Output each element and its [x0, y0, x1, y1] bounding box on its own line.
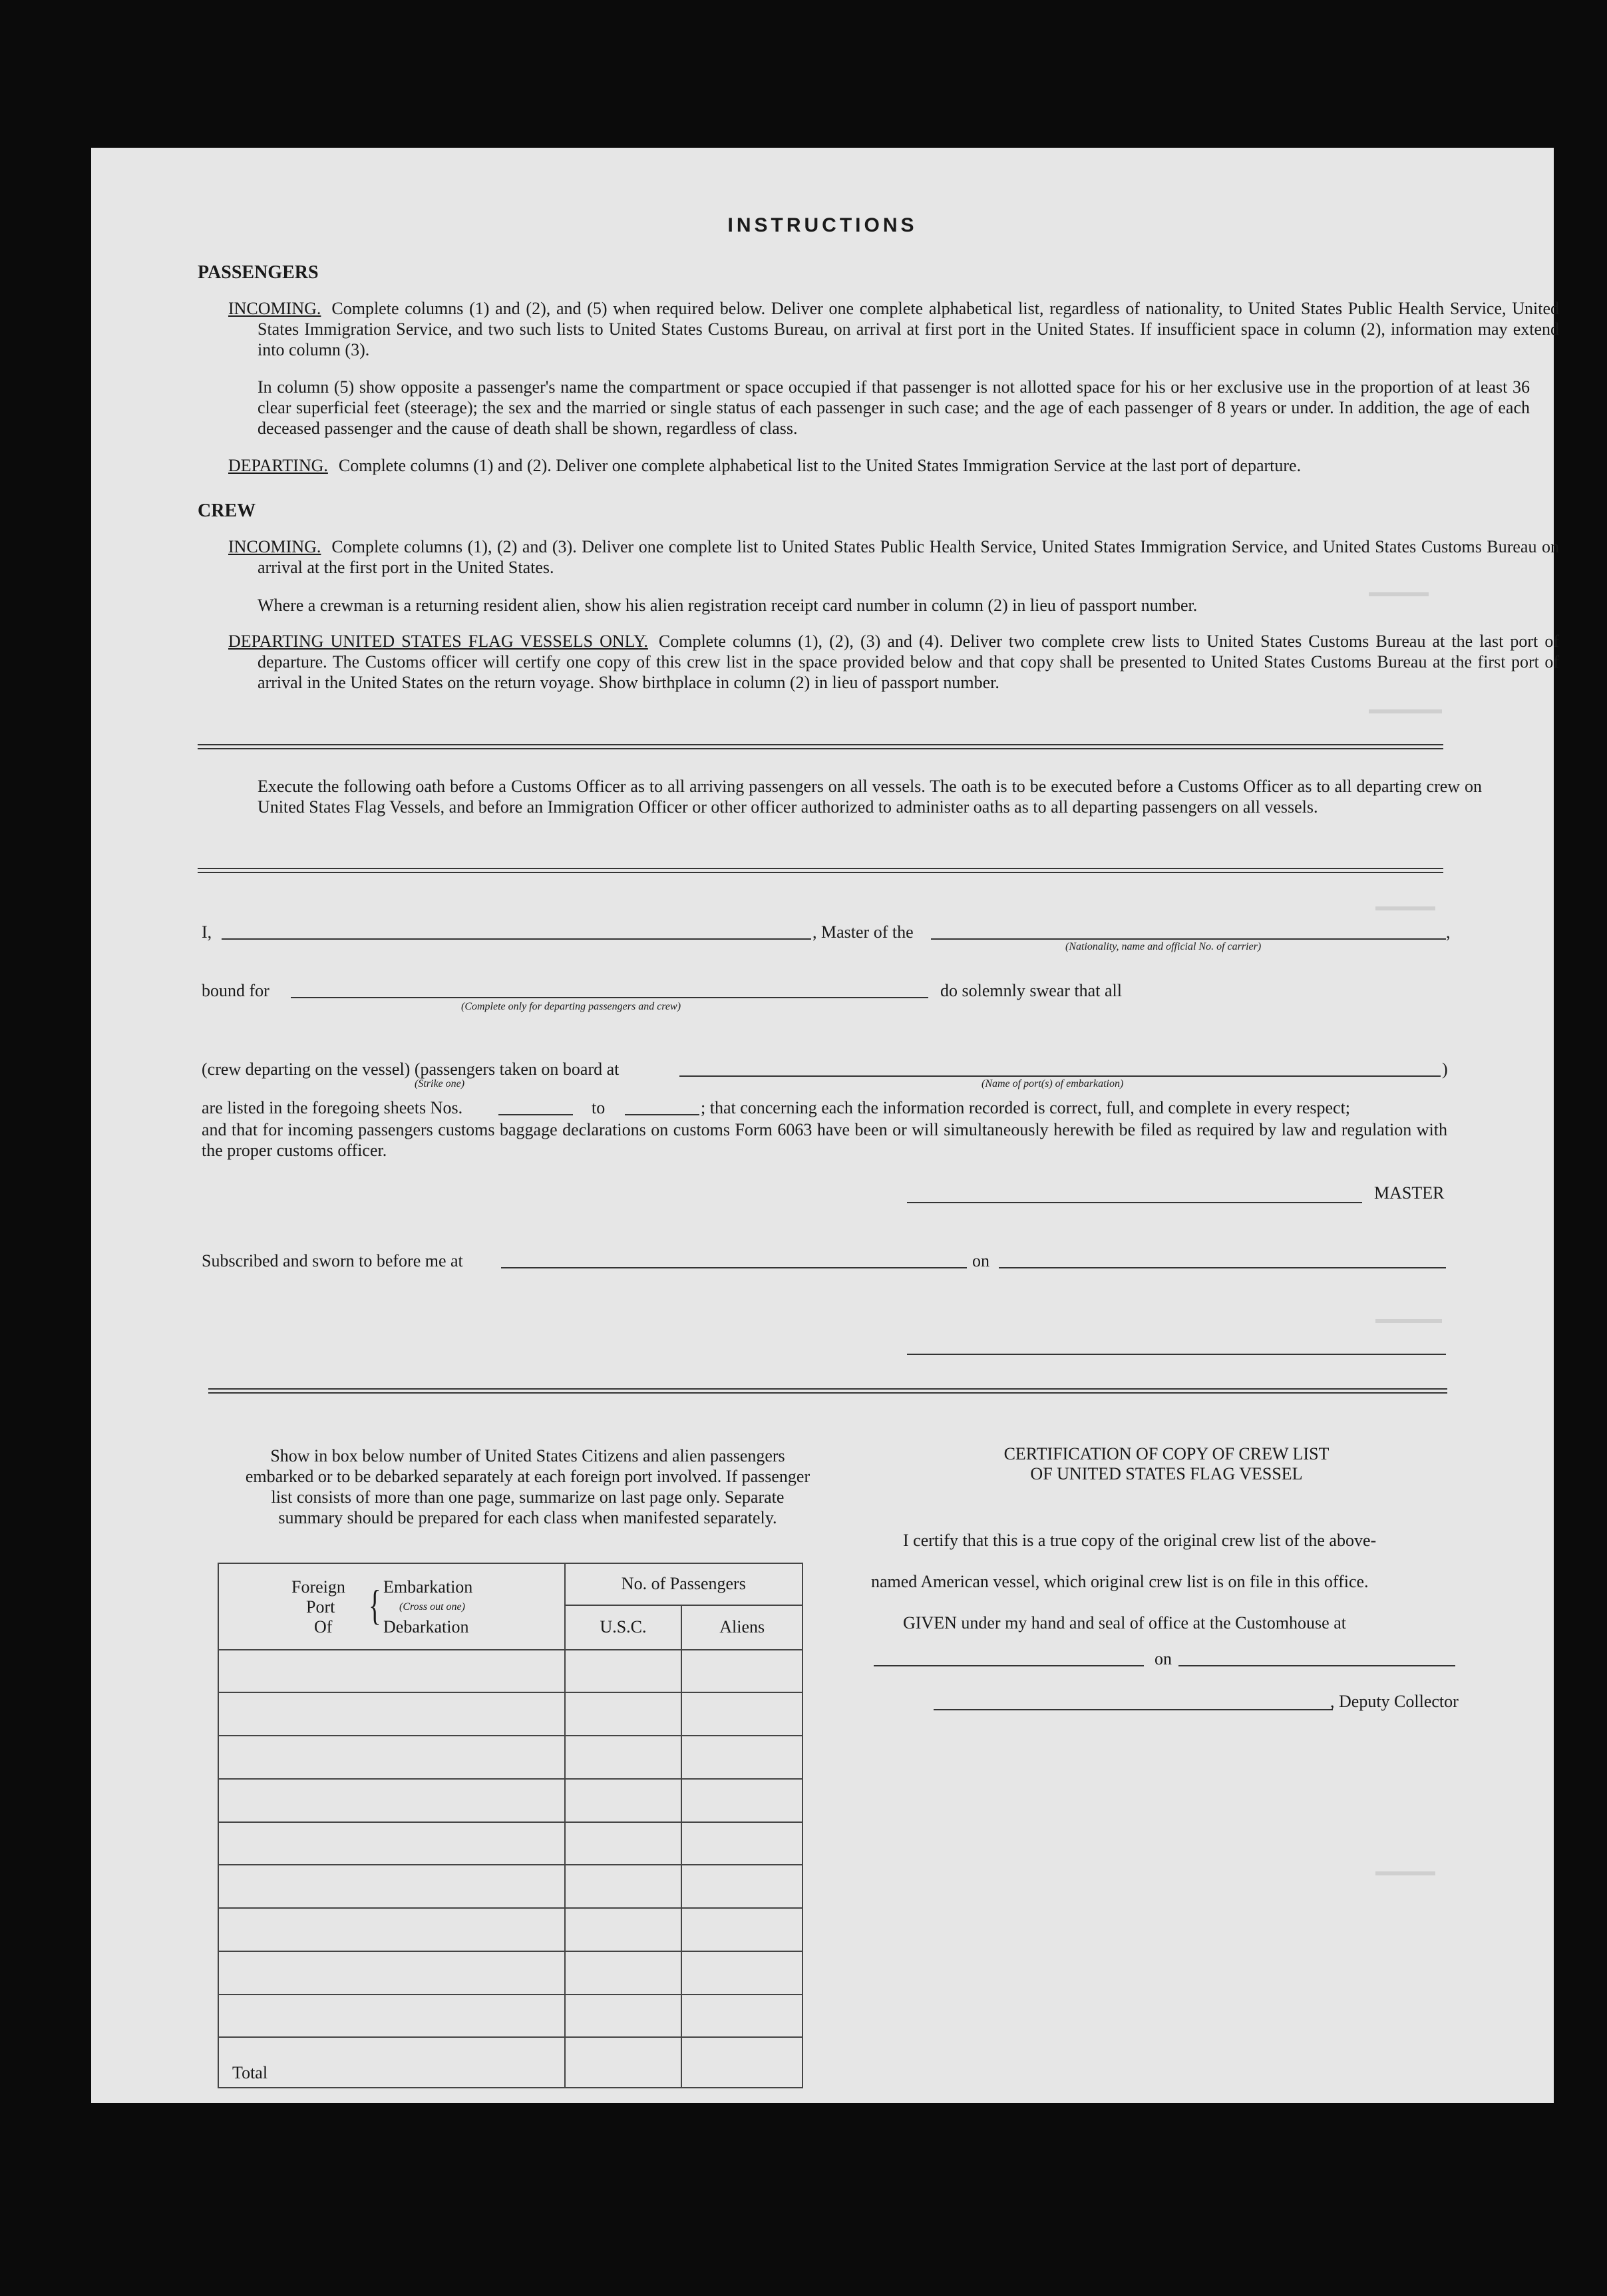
deputy-collector-label: , Deputy Collector [1330, 1692, 1459, 1711]
port-cell[interactable] [218, 1822, 565, 1865]
table-row [218, 1736, 803, 1779]
listed-text-continued: ; that concerning each the information recorded is correct, full, and complete in every respect; [701, 1098, 1351, 1117]
debarkation-label: Debarkation [383, 1617, 469, 1636]
sworn-date-field[interactable] [999, 1267, 1446, 1268]
officer-signature-field[interactable] [907, 1354, 1446, 1355]
usc-cell[interactable] [565, 1692, 682, 1736]
crew-incoming-paragraph [228, 536, 1559, 578]
crew-departing-paragraph [228, 631, 1559, 693]
master-label: MASTER [1374, 1183, 1445, 1203]
crew-incoming-label: INCOMING. [228, 537, 321, 556]
aliens-total-cell[interactable] [681, 2037, 803, 2088]
usc-total-cell[interactable] [565, 2037, 682, 2088]
aliens-cell[interactable] [681, 1995, 803, 2038]
deputy-signature-field[interactable] [934, 1709, 1333, 1710]
total-label: Total [218, 2037, 565, 2088]
embarkation-port-note: (Name of port(s) of embarkation) [982, 1078, 1124, 1089]
bleed-mark [1375, 906, 1435, 910]
crew-departing-text: Complete columns (1), (2), (3) and (4). Deliver two complete crew lists to United States Customs Bureau at the last port of departure. The Customs officer will certify one copy of this crew list in the space provided below and that copy shall be presented to United States Customs Bureau at the first port of arrival in the United States on the return voyage. Show birthplace in column (2) in lieu of passport number. [258, 632, 1559, 692]
port-cell[interactable] [218, 1908, 565, 1951]
passengers-heading: PASSENGERS [198, 262, 319, 283]
table-row [218, 1908, 803, 1951]
aliens-cell[interactable] [681, 1822, 803, 1865]
crew-resident-paragraph: Where a crewman is a returning resident alien, show his alien registration receipt card number in column (2) in lieu of passport number. [258, 596, 1198, 615]
certification-date-field[interactable] [1178, 1665, 1455, 1666]
table-row [218, 1650, 803, 1693]
bound-for-label: bound for [202, 981, 269, 1000]
aliens-cell[interactable] [681, 1692, 803, 1736]
certification-line-1: I certify that this is a true copy of the original crew list of the above- [903, 1531, 1377, 1550]
usc-cell[interactable] [565, 1736, 682, 1779]
certification-line-3: GIVEN under my hand and seal of office at the Customhouse at [903, 1613, 1346, 1632]
usc-cell[interactable] [565, 1650, 682, 1693]
form-page [91, 148, 1559, 2103]
table-row [218, 1822, 803, 1865]
passengers-departing-label: DEPARTING. [228, 456, 328, 475]
table-row [218, 1779, 803, 1822]
passengers-incoming-label: INCOMING. [228, 299, 321, 318]
customhouse-field[interactable] [874, 1665, 1144, 1666]
bound-for-note: (Complete only for departing passengers and crew) [461, 1001, 681, 1012]
certification-title-2: OF UNITED STATES FLAG VESSEL [1030, 1464, 1303, 1483]
cross-out-note: (Cross out one) [399, 1601, 465, 1613]
port-cell[interactable] [218, 1692, 565, 1736]
total-row [218, 2037, 803, 2088]
brace-icon: { [369, 1581, 381, 1628]
sheet-to-field[interactable] [625, 1114, 699, 1115]
listed-to-label: to [592, 1098, 606, 1117]
crew-passengers-choice: (crew departing on the vessel) (passengers taken on board at [202, 1059, 620, 1079]
passengers-column5-paragraph: In column (5) show opposite a passenger's name the compartment or space occupied if that passenger is not allotted space for his or her exclusive use in the proportion of at least 36 clear superficial feet (steerage); the sex and the married or single status of each passenger in such case; and the age of each passenger of 8 years or under. In addition, the age of each deceased passenger and the cause of death shall be shown, regardless of class. [258, 377, 1530, 438]
sworn-location-field[interactable] [501, 1267, 967, 1268]
table-row [218, 1692, 803, 1736]
foreign-label: Foreign [291, 1577, 345, 1597]
bleed-mark [1369, 592, 1429, 596]
crew-heading: CREW [198, 500, 256, 521]
embarkation-port-field[interactable] [679, 1075, 1441, 1077]
usc-cell[interactable] [565, 1908, 682, 1951]
listed-text-final: and that for incoming passengers customs baggage declarations on customs Form 6063 have been or will simultaneously herewith be filed as required by law and regulation with the proper customs officer. [202, 1120, 1447, 1160]
divider-3 [208, 1388, 1447, 1394]
bleed-mark [1375, 1319, 1442, 1323]
certification-line-2: named American vessel, which original crew list is on file in this office. [871, 1572, 1369, 1591]
usc-cell[interactable] [565, 1865, 682, 1908]
oath-i-label: I, [202, 922, 212, 942]
summary-instructions: Show in box below number of United States Citizens and alien passengers embarked or to be debarked separately at each foreign port involved. If passenger list consists of more than one page, summarize on last page only. Separate summary should be prepared for each class when manifested separately. [245, 1446, 810, 1527]
of-label: Of [314, 1617, 333, 1636]
usc-cell[interactable] [565, 1779, 682, 1822]
table-row [218, 1995, 803, 2038]
listed-text: are listed in the foregoing sheets Nos. [202, 1098, 463, 1117]
aliens-cell[interactable] [681, 1779, 803, 1822]
master-signature-field[interactable] [907, 1202, 1362, 1203]
crew-departing-label: DEPARTING UNITED STATES FLAG VESSELS ONLY. [228, 632, 648, 651]
aliens-cell[interactable] [681, 1865, 803, 1908]
usc-cell[interactable] [565, 1995, 682, 2038]
table-row [218, 1951, 803, 1995]
no-passengers-header: No. of Passengers [565, 1563, 803, 1605]
port-cell[interactable] [218, 1650, 565, 1693]
oath-intro: Execute the following oath before a Customs Officer as to all arriving passengers on all vessels. The oath is to be executed before a Customs Officer as to all departing crew on United States Flag Vessels, and before an Immigration Officer or other officer authorized to administer oaths as to all departing passengers on all vessels. [258, 777, 1482, 817]
carrier-field-note: (Nationality, name and official No. of carrier) [1065, 941, 1262, 952]
usc-cell[interactable] [565, 1951, 682, 1995]
sworn-on-label: on [972, 1251, 989, 1270]
divider-2 [198, 868, 1443, 873]
table-row [218, 1865, 803, 1908]
port-cell[interactable] [218, 1736, 565, 1779]
aliens-cell[interactable] [681, 1908, 803, 1951]
page-title: INSTRUCTIONS [727, 214, 918, 236]
subscribed-label: Subscribed and sworn to before me at [202, 1251, 463, 1270]
certification-on-label: on [1155, 1649, 1172, 1668]
usc-header: U.S.C. [565, 1605, 682, 1650]
master-name-field[interactable] [222, 938, 811, 940]
carrier-comma: , [1446, 922, 1451, 942]
passengers-departing-text: Complete columns (1) and (2). Deliver one complete alphabetical list to the United States Immigration Service at the last port of departure. [338, 456, 1302, 475]
bleed-mark [1375, 1871, 1435, 1875]
port-label: Port [306, 1597, 335, 1617]
bound-for-field[interactable] [291, 997, 928, 998]
swear-text: do solemnly swear that all [940, 981, 1122, 1000]
certification-title-1: CERTIFICATION OF COPY OF CREW LIST [1003, 1444, 1330, 1463]
port-cell[interactable] [218, 1779, 565, 1822]
port-header-cell [218, 1563, 565, 1650]
close-paren: ) [1442, 1059, 1448, 1079]
crew-incoming-text: Complete columns (1), (2) and (3). Deliver one complete list to United States Public Health Service, United States Immigration Service, and United States Customs Bureau on arrival at the first port in the United States. [258, 537, 1559, 577]
master-of-the-label: , Master of the [812, 922, 914, 942]
passengers-incoming-text: Complete columns (1) and (2), and (5) when required below. Deliver one complete alphabetical list, regardless of nationality, to United States Public Health Service, United States Immigration Service, and two such lists to United States Customs Bureau, on arrival at first port in the United States. If insufficient space in column (2), information may extend into column (3). [258, 299, 1559, 359]
aliens-cell[interactable] [681, 1736, 803, 1779]
passengers-departing-paragraph [228, 455, 1530, 476]
usc-cell[interactable] [565, 1822, 682, 1865]
carrier-field[interactable] [931, 938, 1446, 940]
port-cell[interactable] [218, 1865, 565, 1908]
bleed-mark [1369, 709, 1442, 713]
aliens-cell[interactable] [681, 1951, 803, 1995]
passengers-incoming-paragraph [228, 298, 1559, 360]
sheet-from-field[interactable] [498, 1114, 573, 1115]
divider-1 [198, 744, 1443, 749]
strike-one-note: (Strike one) [415, 1078, 465, 1089]
embarkation-label: Embarkation [383, 1577, 473, 1597]
port-cell[interactable] [218, 1995, 565, 2038]
aliens-cell[interactable] [681, 1650, 803, 1693]
passenger-summary-table [218, 1563, 803, 2088]
aliens-header: Aliens [681, 1605, 803, 1650]
port-cell[interactable] [218, 1951, 565, 1995]
